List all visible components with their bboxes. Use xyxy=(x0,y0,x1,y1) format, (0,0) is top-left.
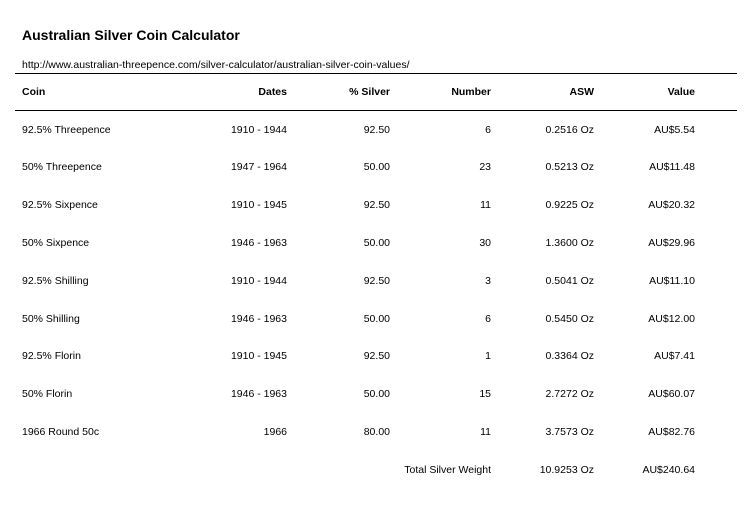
header-silver: % Silver xyxy=(349,86,390,98)
total-label: Total Silver Weight xyxy=(404,464,491,476)
cell-silver: 50.00 xyxy=(363,388,390,400)
cell-number: 30 xyxy=(479,237,491,249)
cell-dates: 1966 xyxy=(263,426,287,438)
cell-silver: 92.50 xyxy=(363,124,390,136)
cell-asw: 0.2516 Oz xyxy=(545,124,594,136)
cell-number: 1 xyxy=(485,350,491,362)
cell-asw: 0.5041 Oz xyxy=(545,275,594,287)
cell-coin: 50% Threepence xyxy=(22,161,102,173)
cell-silver: 92.50 xyxy=(363,350,390,362)
cell-silver: 50.00 xyxy=(363,237,390,249)
source-url: http://www.australian-threepence.com/silver-calculator/australian-silver-coin-values/ xyxy=(22,59,410,71)
cell-silver: 80.00 xyxy=(363,426,390,438)
cell-asw: 3.7573 Oz xyxy=(545,426,594,438)
header-number: Number xyxy=(451,86,491,98)
cell-dates: 1910 - 1944 xyxy=(230,124,287,136)
cell-asw: 0.3364 Oz xyxy=(545,350,594,362)
cell-number: 6 xyxy=(485,124,491,136)
cell-dates: 1947 - 1964 xyxy=(230,161,287,173)
cell-value: AU$5.54 xyxy=(654,124,695,136)
cell-dates: 1946 - 1963 xyxy=(230,313,287,325)
cell-silver: 92.50 xyxy=(363,275,390,287)
cell-number: 11 xyxy=(480,199,491,211)
cell-coin: 50% Florin xyxy=(22,388,73,400)
header-value: Value xyxy=(667,86,695,98)
cell-value: AU$11.48 xyxy=(649,161,695,173)
cell-coin: 50% Sixpence xyxy=(22,237,90,249)
cell-number: 15 xyxy=(479,388,491,400)
cell-asw: 1.3600 Oz xyxy=(545,237,594,249)
header-divider xyxy=(15,110,737,111)
cell-dates: 1910 - 1944 xyxy=(230,275,287,287)
cell-asw: 2.7272 Oz xyxy=(545,388,594,400)
cell-silver: 50.00 xyxy=(363,161,390,173)
cell-number: 6 xyxy=(485,313,491,325)
cell-value: AU$82.76 xyxy=(648,426,695,438)
cell-coin: 92.5% Threepence xyxy=(22,124,111,136)
header-coin: Coin xyxy=(22,86,46,98)
cell-asw: 0.5213 Oz xyxy=(545,161,594,173)
cell-value: AU$20.32 xyxy=(648,199,695,211)
total-asw: 10.9253 Oz xyxy=(539,464,594,476)
cell-asw: 0.9225 Oz xyxy=(545,199,594,211)
cell-value: AU$12.00 xyxy=(648,313,695,325)
cell-silver: 50.00 xyxy=(363,313,390,325)
cell-number: 3 xyxy=(485,275,491,287)
cell-dates: 1910 - 1945 xyxy=(230,350,287,362)
cell-coin: 92.5% Sixpence xyxy=(22,199,98,211)
cell-value: AU$29.96 xyxy=(648,237,695,249)
top-divider xyxy=(15,73,737,74)
cell-dates: 1910 - 1945 xyxy=(230,199,287,211)
header-dates: Dates xyxy=(258,86,287,98)
cell-coin: 1966 Round 50c xyxy=(22,426,100,438)
cell-number: 23 xyxy=(479,161,491,173)
cell-coin: 50% Shilling xyxy=(22,313,80,325)
cell-number: 11 xyxy=(480,426,491,438)
total-value: AU$240.64 xyxy=(642,464,695,476)
cell-value: AU$60.07 xyxy=(648,388,695,400)
header-asw: ASW xyxy=(569,86,594,98)
page-title: Australian Silver Coin Calculator xyxy=(22,27,240,43)
cell-coin: 92.5% Shilling xyxy=(22,275,89,287)
cell-asw: 0.5450 Oz xyxy=(545,313,594,325)
cell-value: AU$11.10 xyxy=(649,275,695,287)
cell-dates: 1946 - 1963 xyxy=(230,237,287,249)
cell-dates: 1946 - 1963 xyxy=(230,388,287,400)
cell-silver: 92.50 xyxy=(363,199,390,211)
cell-coin: 92.5% Florin xyxy=(22,350,81,362)
cell-value: AU$7.41 xyxy=(654,350,695,362)
